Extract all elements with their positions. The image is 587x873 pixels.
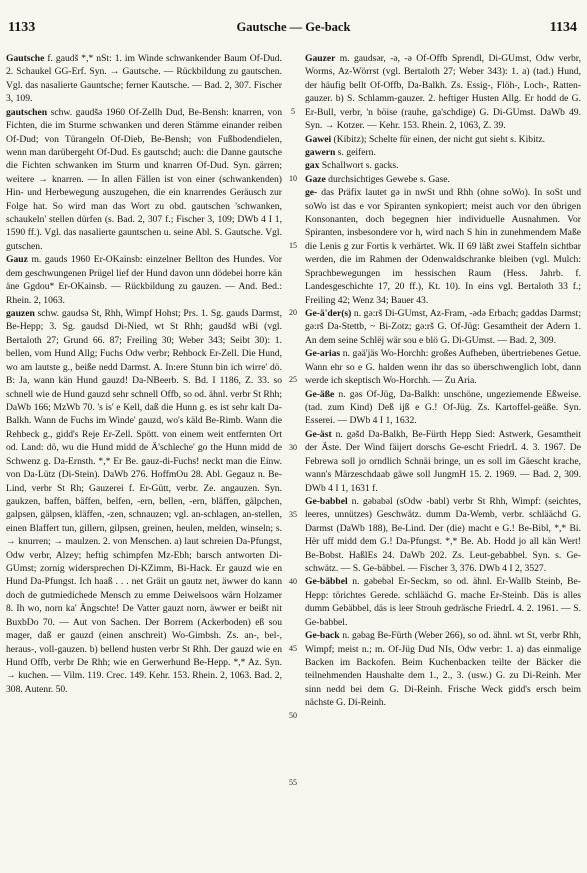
entry-body: n. gǝšd Da-Balkh, Be-Fürth Hepp Sied: Astwerk, Gesamtheit der Äste. Der Wind fäijert dorschs Ge-escht FriedrL 4. 3. 1967. De Febrewa soll jo orndlich Schnäi bringe, un es soll im Gäescht krache, wann's Märzeschdaab gäwe soll JungmH 15. 2. 1969. — Bad. 2, 309. DWb 4 I 1, 1631 f. — [305, 428, 581, 494]
dictionary-entry — [305, 428, 581, 495]
entry-body: n. gǝbebǝl Er-Seckm, so od. ähnl. Er-Wallb Steinb, Be-Hepp: törichtes Gerede. schläächd G. mache Er-Steinb. Däs is alles dumm Gebäbbel, däs is leer Strouh gedräsche FriedrL 4. 2. 1961. — S. Ge-babbel. — [305, 576, 581, 628]
dictionary-entry — [6, 52, 282, 106]
entry-body: n. gǝbag Be-Fürth (Weber 266), so od. ähnl. wt St, verbr Rhh, Wimpf; meist n.; m. Of-Jüg Dud NIs, Odw verbr: 1. a) das einmalige Backen im Backofen. Beim Kuchenbacken teilte der Bäcker die teilnehmenden Haushalte dem 1., 2., 3. (usw.) G. zu Di-Reinh. Mer sinn nedd bei dem G. Di-Reinh. Frische Weck gidd's ersch beim nächste G. Di-Reinh. — [305, 630, 581, 709]
entry-headword: Gauzer — [305, 53, 336, 64]
entry-body: n. gǝs Of-Jüg, Da-Balkh: unschöne, ungeziemende Eßweise. (tad. zum Kind) Deß ijß e G.! Of-Jüg. Zs. Kartoffel-geäße. Syn. Esserei. — DWb 4 I 1, 1632. — [305, 388, 581, 427]
entry-headword: Ge-babbel — [305, 495, 348, 507]
entry-body: m. gauds 1960 Er-OKainsb: einzelner Bellton des Hundes. Vor dem geschwungenen Prügel lief der Hund davon unn dödebei horre kän äne Ggdou* Er-OKainsb. — Rückbildung zu gauzen. — And. Bed.: Rhein. 2, 1063. — [6, 254, 282, 306]
line-number: 45 — [289, 643, 297, 653]
entry-body: f. gaudš *,* nSt: 1. im Winde schwankender Baum Of-Dud. 2. Schaukel GG-Erf. Syn. → Gautsche. — Rückbildung zu gautschen. Vgl. das nasalierte Gauntsche; ferner Kautsche. — Bad. 2, 307. Fischer 3, 109. — [6, 53, 282, 105]
dictionary-entry — [305, 133, 581, 146]
dictionary-entry — [305, 575, 581, 629]
dictionary-entry — [6, 106, 282, 254]
dictionary-entry — [305, 146, 581, 159]
entry-body: schw. gaudsǝ St, Rhh, Wimpf Hohst; Prs. 1. Sg. gauds Darmst, Be-Hepp; 3. Sg. gaudsd Di-Nied, wt St Rhh; gaudšd wBi (vgl. Bertaloth 27; Grund 66. 87; Freiling 30; Weber 343; Seibt 30): 1. bellen, vom Hund Allg; Fuchs Odw verbr; Rehbock Er-Zell. Die Hund, wo am lautste g., beiße nedd Darmst. A. In:ere Stunn bin ich wirre' dö. B: Ja, wann kän Hund gauzd! Da-NBeerb. S. Bd. I 1186, Z. 33. so schnell wie de Hund gauzd sehr schnell Offb, so od. ähnl. verbr St Rhh; DaWb 166; MzWb 70. 's is' e Kell, daß die Hunn g. es ist sehr kalt Da-Balkh. Wann de Fuchs im Winde' gauzd, wo's käld Be-Rimb. Wann die Rehbeck g., gidd's Reje Er-Zell. Spött. von einem weit entfernten Ort od. Land: dö, wu die Hund midd de Ä'schleche' go the Hunn midd de Schwenz g. Da-Ernsth. *,* Er Be. gauz-di-Fuchs! neckt man die Einw. von Da-Lütz (Di-Stein). DaWb 276. HoffmOu 28. Abl. Gegauz n. Be-Lind, verbr St Rh; Gauzerei f. Er-Gütt, verbr. Ze. angauzen. Syn. gaukzen, baffen, bäffen, belfen, -ern, bellen, -ern, bläffen, gälpchen, galpsen, gälpsen, kläffen, -zen, schnauzen; vgl. an-schlagen, an-stellen, einen Blaffert tun, gillern, gilpsen, greinen, heulen, melden, winseln; s. → knurren; → maulzen. 2. von Menschen. a) laut schreien Da-Pfungst, Odw verbr, Alzey; heftig schimpfen Mz-Ebh; barsch antworten Di-GUmst; zornig widersprechen Di-KZimm, Bi-Hack. Er gauzd wie en Hund Da-Pfungst. Ich haaß . . . net Gräit un gautz net, äwwer do kann doch de gutmiedichede Mensch zu emme Deiwelsoos wärn Holzamer 8. Ih wo, norn ka' Ängschte! De Vatter gauzt norn, äwwer er beißt nit BuxbDo 70. — Aut von Sachen. Der Borrem (Ackerboden) eß sou mager, daß er gauzd (einen anschreit) Wo-Gimbsh. Zs. an-, bel-, heraus-, voll-gauzen. b) bellend husten verbr St Rhh. Der gauzd wie en Hund Offb, verbr De Rhh; wie en Gerwerhund Be-Hepp. *,* Az. Syn. → kuchen. — Vilm. 119. Crec. 149. Kehr. 153. Rhein. 2, 1063. Bad. 2, 308. Autenr. 50. — [6, 308, 282, 695]
line-number: 50 — [289, 710, 297, 720]
left-column — [6, 52, 282, 867]
entry-body: durchsichtiges Gewebe s. Gase. — [325, 173, 450, 185]
line-number: 35 — [289, 509, 297, 519]
entry-headword: Gaze — [305, 173, 326, 185]
running-title: Gautsche — Ge-back — [236, 20, 351, 34]
entry-headword: gautschen — [6, 106, 48, 118]
right-column — [305, 52, 581, 867]
entry-headword: Ge-äst — [305, 428, 332, 440]
line-number: 5 — [291, 107, 295, 116]
line-number-margin — [284, 52, 302, 867]
entry-headword: gax — [305, 160, 320, 172]
dictionary-entry — [305, 495, 581, 576]
entry-body: das Präfix lautet gǝ in nwSt und Rhh (ohne soWo). In soSt und soWo ist das e vor Spiranten synkopiert; meist auch vor den übrigen Konsonanten, doch begegnen hier individuelle Ausnahmen. Vor Spiranten, insbesondere vor h, wird nach S hin in zunehmendem Maße die Lenis g zur Fortis k verhärtet. Wk. II 69 läßt zwei Staffeln sichtbar werden, die im Rahmen der Odenwaldschranke bleiben (vgl. Mulch: Sprachbewegungen im hessischen Raum (Hess. Jahrb. f. Landesgeschichte 17, 20 ff.), Kt. 10). In eins vgl. Bertaloth 33 f.; Freiling 42; Wenz 34; Bauer 43. — [305, 187, 581, 306]
dictionary-entry — [305, 173, 581, 186]
dictionary-entry — [6, 253, 282, 307]
entry-headword: gauzen — [6, 308, 35, 320]
dictionary-entry — [305, 347, 581, 387]
dictionary-entry — [305, 52, 581, 133]
dictionary-entry — [305, 159, 581, 172]
entry-body: n. gǝä'jäs Wo-Horchh: großes Aufheben, übertriebenes Getue. Wann ehr so e G. halden wenn ihr das so überschwenglich lobt, dann werde ich skeptisch Wo-Horchh. — Zu Aria. — [305, 348, 581, 387]
entry-body: m. gaudsǝr, -ǝ, -ǝ Of-Offb Sprendl, Di-GUmst, Odw verbr, Worms, Az-Wörrst (vgl. Bertaloth 27; Weber 343): 1. a) (tad.) Hund, der häufig bellt Of-Offb, Da-Balkh. Zs. Essig-, Flöh-, Loch-, Ratten-gauzer. b) S. Schlamm-gauzer. 2. heftiger Husten Allg. Er hodd de G. Er-Bull, verbr, 'n böise (rauhe, ga'schdige) G. Di-GUmst. DaWb 49. Syn. → Kotzer. — Kehr. 153. Rhein. 2, 1063, Z. 39. — [305, 53, 581, 132]
dictionary-entry — [305, 186, 581, 307]
entry-headword: Ge-äße — [305, 388, 335, 400]
entry-body: n. gǝ:rš Di-GUmst, Az-Fram, -ǝdǝ Erbach; gǝddǝs Darmst; gǝ:rš Da-Stettb, ~ Bi-Zotz; gǝ:rš G. Of-Jüg: Gesamtheit der Adern 1. An dem seine Schlëj wär sou e blö G. Di-GUmst. — Bad. 2, 309. — [305, 308, 581, 346]
line-number: 30 — [289, 442, 297, 452]
page-number-left: 1133 — [8, 20, 36, 35]
entry-headword: Gawei — [305, 133, 332, 145]
page-header — [0, 0, 587, 40]
entry-headword: gawern — [305, 146, 336, 158]
line-number: 55 — [289, 778, 297, 787]
entry-body: Schallwort s. gacks. — [319, 160, 399, 172]
line-number: 15 — [289, 241, 297, 251]
entry-headword: Ge-back — [305, 630, 340, 642]
entry-body: (Kibitz); Schelte für einen, der nicht gut sieht s. Kibitz. — [331, 133, 546, 145]
entry-body: s. geifern. — [335, 146, 376, 158]
line-number: 40 — [289, 576, 297, 586]
entry-headword: Ge-bäbbel — [305, 576, 348, 588]
entry-headword: Ge-arias — [305, 348, 341, 360]
dictionary-entry — [305, 629, 581, 710]
dictionary-entry — [6, 307, 282, 696]
entry-headword: Ge-ä'der(s) — [305, 308, 352, 320]
line-number: 20 — [289, 308, 297, 318]
entry-headword: Gautsche — [6, 53, 45, 64]
line-number: 25 — [289, 375, 297, 385]
entry-body: schw. gaudšǝ 1960 Of-Zellh Dud, Be-Bensh: knarren, von Fichten, die im Sturme schwanken und deren Stämme einander reiben Of-Dud; von Türangeln Of-Dieb, Be-Bensh; von Fußbodendielen, wenn man darübergeht Of-Dud. Es gautschd; auch: die Danne gautsche die Fichten schwanken im Sturm und knarren Of-Dud. Syn. gärren; weitere → knarren. — In allen Fällen ist von einer (schwankenden) Hin- und Herbewegung auszugehen, die ein knarrendes Geräusch zur Folge hat. So wird man das Wort zu obd. gautschen 'schwanken, schaukeln' stellen dürfen (s. Bad. 2, 307 f.; Fischer 3, 109; DWb 4 I 1, 1590 ff.). Vgl. das nasalierte gauntschen u. seine Abl. S. Gautsche. Vgl. gutschen. — [6, 106, 282, 252]
entry-headword: Gauz — [6, 254, 28, 266]
dictionary-entry — [305, 388, 581, 428]
line-number: 10 — [289, 174, 297, 184]
dictionary-entry — [305, 307, 581, 347]
entry-headword: ge- — [305, 187, 318, 199]
page-number-right: 1134 — [549, 20, 577, 35]
entry-body: n. gǝbabǝl (sOdw -babl) verbr St Rhh, Wimpf: (seichtes, leeres, unnützes) Geschwätz. dumm Da-Wemb, verbr. schläächd G. Darmst (DaWb 188), Be-Lind. Der (die) macht e G.! Be-Bibl, *,* Bi. Hër uff midd dem G.! Da-Pfungst. *,* Be. Ab. Hodd jo all kän Wert! Be-Bobst. HaßlEs 24. DaWb 202. Zs. Leut-gebabbel. Syn. s. Ge-schwätz. — S. Ge-bäbbel. — Fischer 3, 376. DWb 4 I 2, 3527. — [305, 495, 581, 575]
